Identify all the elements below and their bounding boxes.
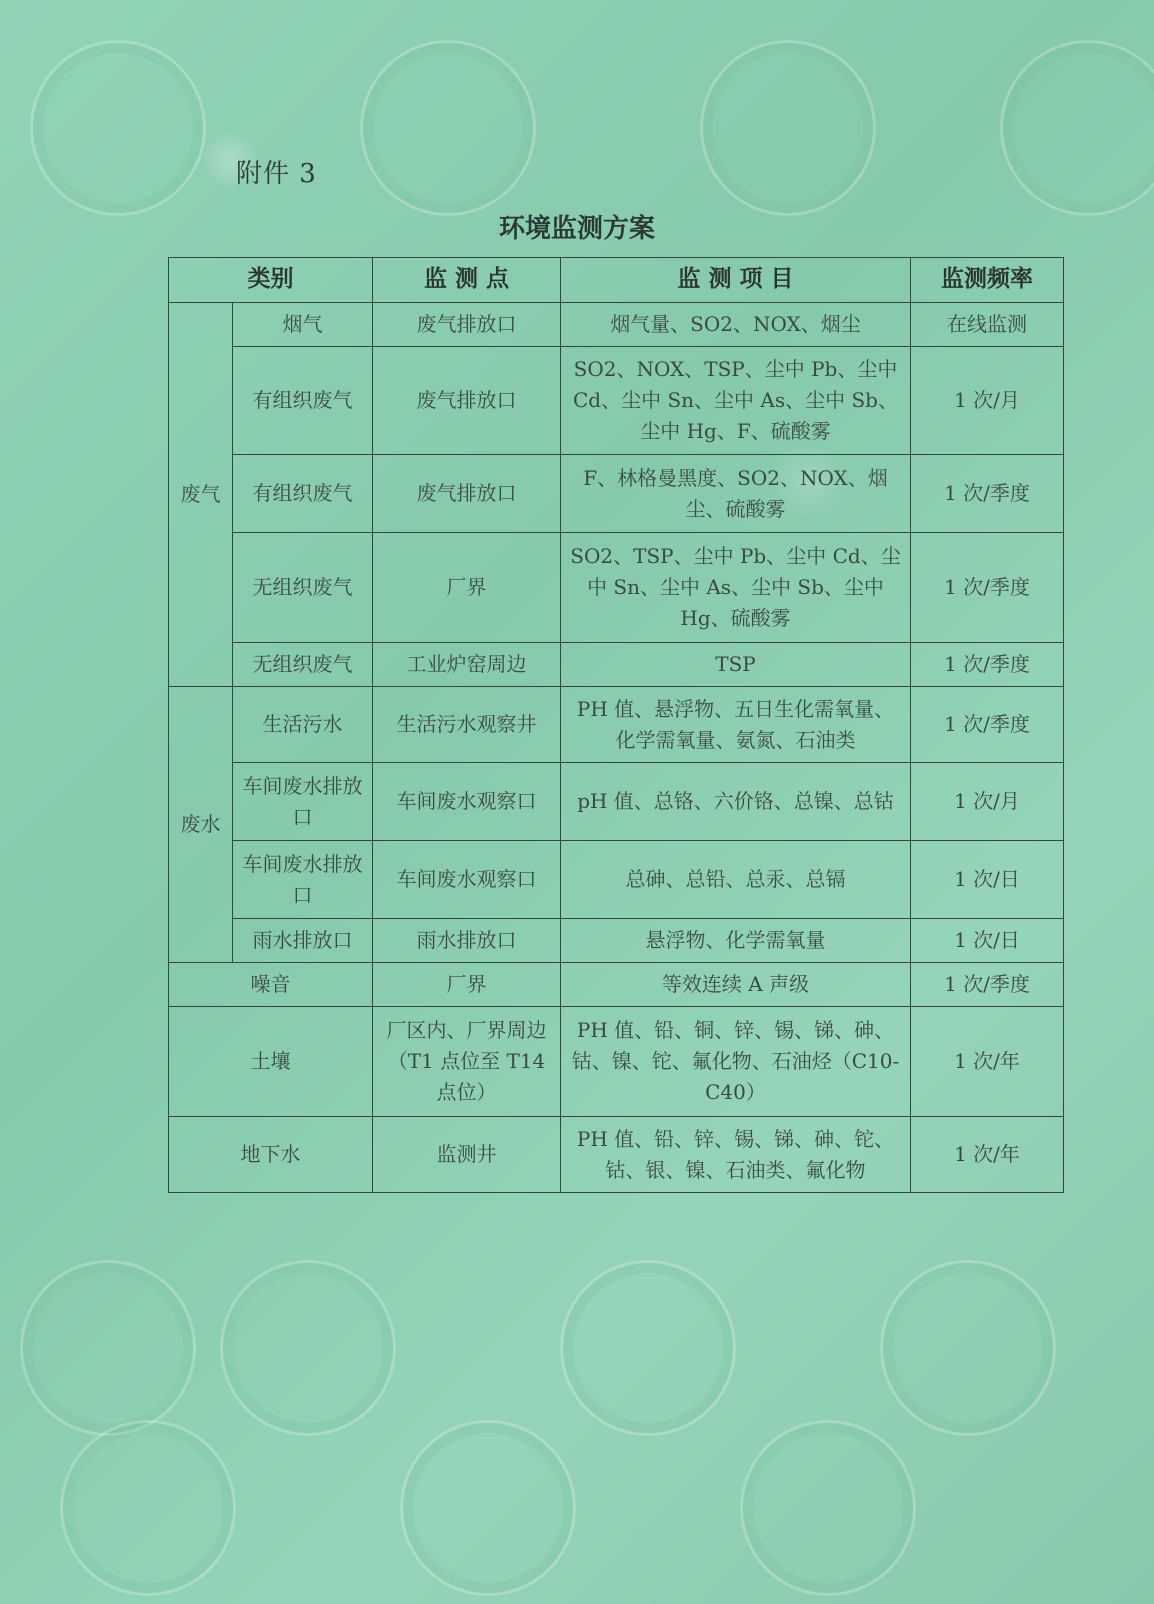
attachment-label: 附件 3	[236, 159, 317, 189]
table-row	[169, 841, 1064, 919]
table-row	[169, 1007, 1064, 1117]
cell-items: SO2、NOX、TSP、尘中 Pb、尘中 Cd、尘中 Sn、尘中 As、尘中 Sb、尘中 Hg、F、硫酸雾	[561, 347, 911, 455]
table-row	[169, 919, 1064, 963]
seal-watermark	[30, 40, 206, 216]
cell-frequency: 1 次/季度	[911, 533, 1064, 643]
cell-point: 废气排放口	[373, 347, 561, 455]
seal-watermark	[740, 1420, 916, 1596]
cell-frequency: 1 次/日	[911, 919, 1064, 963]
cell-point: 废气排放口	[373, 455, 561, 533]
cell-items: 总砷、总铅、总汞、总镉	[561, 841, 911, 919]
header-point: 监 测 点	[373, 258, 561, 303]
header-items: 监 测 项 目	[561, 258, 911, 303]
cell-frequency: 1 次/月	[911, 347, 1064, 455]
cell-category: 地下水	[169, 1117, 373, 1193]
seal-watermark	[880, 1260, 1056, 1436]
table-header-row	[169, 258, 1064, 303]
group-wastewater: 废水	[169, 687, 233, 963]
cell-point: 厂区内、厂界周边（T1 点位至 T14 点位）	[373, 1007, 561, 1117]
monitoring-table	[168, 257, 1064, 1193]
cell-point: 厂界	[373, 533, 561, 643]
seal-watermark	[400, 1420, 576, 1596]
seal-watermark	[20, 1260, 196, 1436]
cell-items: F、林格曼黑度、SO2、NOX、烟尘、硫酸雾	[561, 455, 911, 533]
cell-frequency: 1 次/季度	[911, 963, 1064, 1007]
cell-point: 雨水排放口	[373, 919, 561, 963]
cell-point: 车间废水观察口	[373, 763, 561, 841]
cell-category: 土壤	[169, 1007, 373, 1117]
cell-subcategory: 车间废水排放口	[233, 763, 373, 841]
cell-frequency: 1 次/季度	[911, 455, 1064, 533]
seal-watermark	[560, 1260, 736, 1436]
cell-items: PH 值、铅、铜、锌、锡、锑、砷、钴、镍、铊、氟化物、石油烃（C10-C40）	[561, 1007, 911, 1117]
table-row	[169, 347, 1064, 455]
table-row	[169, 763, 1064, 841]
cell-items: 悬浮物、化学需氧量	[561, 919, 911, 963]
table-row	[169, 455, 1064, 533]
cell-subcategory: 有组织废气	[233, 455, 373, 533]
cell-frequency: 1 次/季度	[911, 687, 1064, 763]
table-row	[169, 533, 1064, 643]
cell-point: 工业炉窑周边	[373, 643, 561, 687]
table-row	[169, 303, 1064, 347]
cell-subcategory: 车间废水排放口	[233, 841, 373, 919]
cell-items: PH 值、铅、锌、锡、锑、砷、铊、钴、银、镍、石油类、氟化物	[561, 1117, 911, 1193]
cell-frequency: 1 次/年	[911, 1007, 1064, 1117]
cell-subcategory: 生活污水	[233, 687, 373, 763]
seal-watermark	[700, 40, 876, 216]
seal-watermark	[1000, 40, 1154, 216]
cell-items: 等效连续 A 声级	[561, 963, 911, 1007]
seal-watermark	[60, 1420, 236, 1596]
cell-items: pH 值、总铬、六价铬、总镍、总钴	[561, 763, 911, 841]
cell-subcategory: 无组织废气	[233, 533, 373, 643]
cell-point: 监测井	[373, 1117, 561, 1193]
cell-point: 车间废水观察口	[373, 841, 561, 919]
cell-subcategory: 雨水排放口	[233, 919, 373, 963]
group-exhaust: 废气	[169, 303, 233, 687]
page-title: 环境监测方案	[498, 214, 655, 244]
cell-frequency: 1 次/日	[911, 841, 1064, 919]
cell-frequency: 1 次/月	[911, 763, 1064, 841]
cell-subcategory: 无组织废气	[233, 643, 373, 687]
table-row	[169, 687, 1064, 763]
cell-frequency: 在线监测	[911, 303, 1064, 347]
header-category: 类别	[169, 258, 373, 303]
cell-items: 烟气量、SO2、NOX、烟尘	[561, 303, 911, 347]
cell-subcategory: 有组织废气	[233, 347, 373, 455]
cell-point: 厂界	[373, 963, 561, 1007]
cell-items: SO2、TSP、尘中 Pb、尘中 Cd、尘中 Sn、尘中 As、尘中 Sb、尘中 Hg、硫酸雾	[561, 533, 911, 643]
cell-frequency: 1 次/年	[911, 1117, 1064, 1193]
cell-frequency: 1 次/季度	[911, 643, 1064, 687]
cell-items: TSP	[561, 643, 911, 687]
cell-items: PH 值、悬浮物、五日生化需氧量、化学需氧量、氨氮、石油类	[561, 687, 911, 763]
cell-point: 废气排放口	[373, 303, 561, 347]
seal-watermark	[360, 40, 536, 216]
header-frequency: 监测频率	[911, 258, 1064, 303]
table-row	[169, 1117, 1064, 1193]
cell-point: 生活污水观察井	[373, 687, 561, 763]
table-row	[169, 643, 1064, 687]
cell-subcategory: 烟气	[233, 303, 373, 347]
seal-watermark	[220, 1260, 396, 1436]
table-row	[169, 963, 1064, 1007]
cell-category: 噪音	[169, 963, 373, 1007]
